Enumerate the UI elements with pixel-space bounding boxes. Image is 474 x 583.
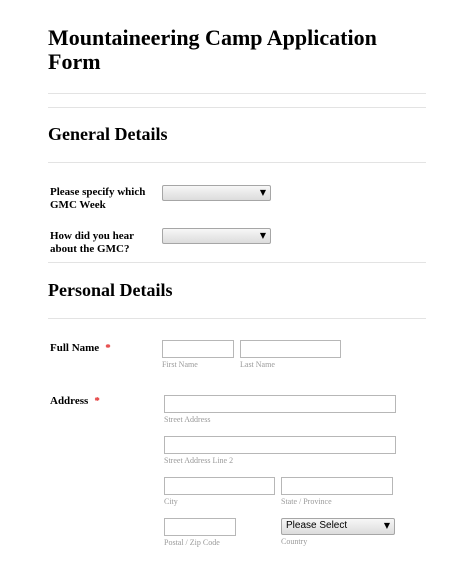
- section-heading-personal: Personal Details: [48, 280, 173, 300]
- full-name-label: [50, 342, 162, 355]
- first-name-input[interactable]: [162, 340, 234, 358]
- hear-about-select[interactable]: [162, 228, 271, 244]
- chevron-down-icon: ▼: [259, 231, 266, 240]
- required-mark: *: [105, 342, 111, 354]
- country-select[interactable]: [281, 518, 395, 535]
- full-name-label-text: Full Name: [50, 342, 100, 354]
- section-heading-general: General Details: [48, 124, 168, 144]
- last-name-input[interactable]: [240, 340, 341, 358]
- street-address-line2-input[interactable]: [164, 436, 396, 454]
- last-name-sublabel: Last Name: [240, 360, 275, 369]
- gmc-week-select[interactable]: [162, 185, 271, 201]
- divider: [48, 93, 426, 94]
- postal-code-input[interactable]: [164, 518, 236, 536]
- address-label-text: Address: [50, 395, 89, 407]
- street-address-line2-sublabel: Street Address Line 2: [164, 456, 234, 465]
- country-select-value: Please Select: [286, 520, 348, 531]
- state-province-sublabel: State / Province: [281, 497, 332, 506]
- divider: [48, 318, 426, 319]
- country-sublabel: Country: [281, 537, 308, 546]
- chevron-down-icon: ▼: [383, 521, 390, 530]
- address-label: [50, 395, 162, 408]
- divider: [48, 162, 426, 163]
- form-title: Mountaineering Camp Application Form: [48, 25, 377, 74]
- postal-code-sublabel: Postal / Zip Code: [164, 538, 220, 547]
- street-address-input[interactable]: [164, 395, 396, 413]
- first-name-sublabel: First Name: [162, 360, 198, 369]
- city-input[interactable]: [164, 477, 275, 495]
- state-province-input[interactable]: [281, 477, 393, 495]
- required-mark: *: [94, 395, 100, 407]
- divider: [48, 107, 426, 108]
- divider: [48, 262, 426, 263]
- gmc-week-label: Please specify which GMC Week: [50, 186, 146, 211]
- hear-about-label: How did you hear about the GMC?: [50, 230, 134, 255]
- chevron-down-icon: ▼: [259, 188, 266, 197]
- street-address-sublabel: Street Address: [164, 415, 211, 424]
- city-sublabel: City: [164, 497, 178, 506]
